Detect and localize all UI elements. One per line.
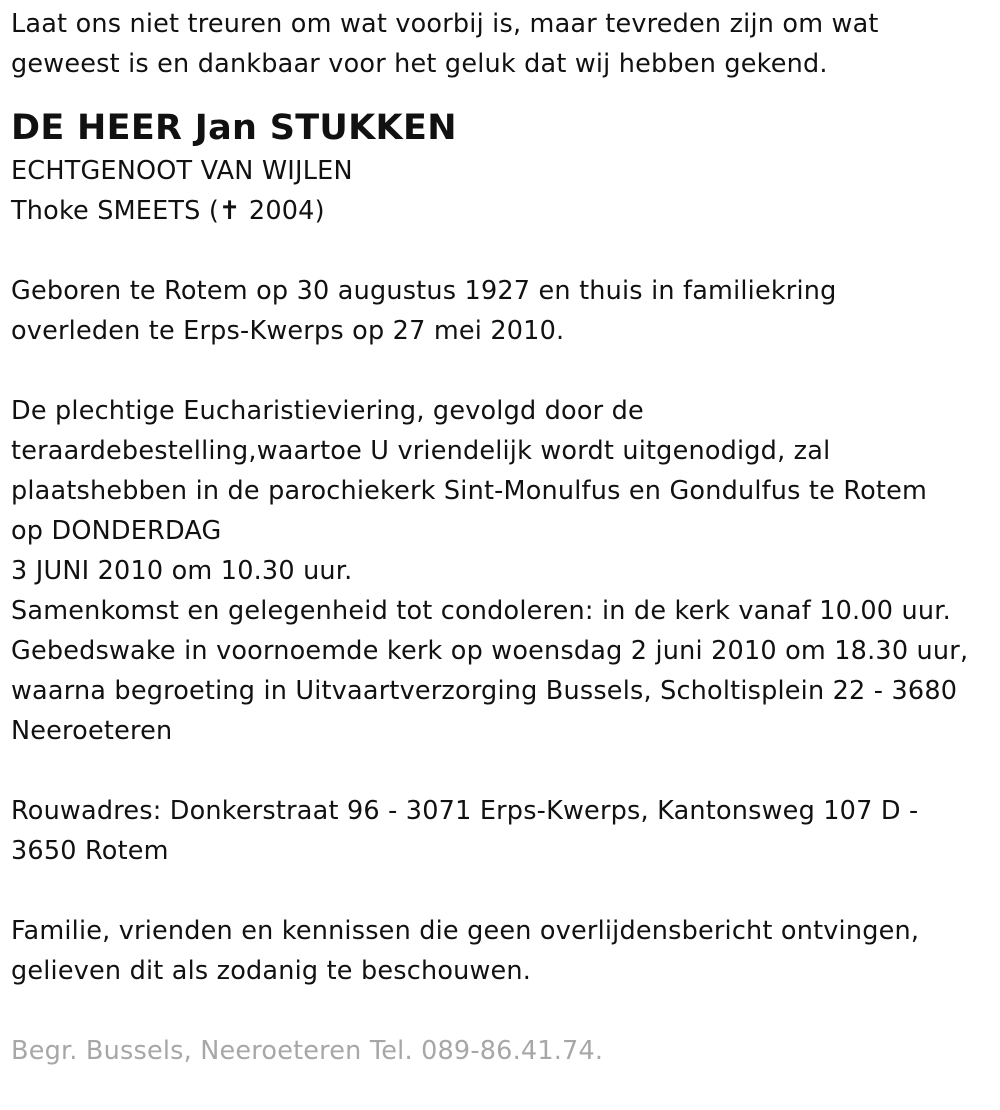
spacer [11, 231, 1000, 271]
spacer [11, 351, 1000, 391]
spouse-text: Thoke SMEETS (✝ 2004) [11, 196, 325, 226]
ceremony-line-2: teraardebestelling,waartoe U vriendelijk wordt uitgenodigd, zal [11, 436, 831, 466]
motto-line-2: geweest is en dankbaar voor het geluk dat wij hebben gekend. [11, 49, 828, 79]
ceremony-line-6: Samenkomst en gelegenheid tot condoleren: in de kerk vanaf 10.00 uur. [11, 596, 951, 626]
ceremony-line-8: waarna begroeting in Uitvaartverzorging Bussels, Scholtisplein 22 - 3680 [11, 676, 958, 706]
spacer [11, 991, 1000, 1031]
address-line-2: 3650 Rotem [11, 836, 169, 866]
ceremony-line-9: Neeroeteren [11, 716, 173, 746]
motto-line-1: Laat ons niet treuren om wat voorbij is, maar tevreden zijn om wat [11, 9, 879, 39]
address-line-1: Rouwadres: Donkerstraat 96 - 3071 Erps-Kwerps, Kantonsweg 107 D - [11, 796, 919, 826]
ceremony-line-7: Gebedswake in voornoemde kerk op woensdag 2 juni 2010 om 18.30 uur, [11, 636, 969, 666]
funeral-home-footer: Begr. Bussels, Neeroeteren Tel. 089-86.41.74. [11, 1036, 604, 1066]
ceremony-line-1: De plechtige Eucharistieviering, gevolgd door de [11, 396, 644, 426]
notice-line-2: gelieven dit als zodanig te beschouwen. [11, 956, 532, 986]
ceremony-line-4: op DONDERDAG [11, 516, 222, 546]
birth-death-line-2: overleden te Erps-Kwerps op 27 mei 2010. [11, 316, 565, 346]
ceremony-line-5: 3 JUNI 2010 om 10.30 uur. [11, 556, 353, 586]
deceased-name: DE HEER Jan STUKKEN [11, 108, 457, 148]
spacer [11, 871, 1000, 911]
ceremony-line-3: plaatshebben in de parochiekerk Sint-Monulfus en Gondulfus te Rotem [11, 476, 928, 506]
birth-death-line-1: Geboren te Rotem op 30 augustus 1927 en thuis in familiekring [11, 276, 837, 306]
spacer [11, 751, 1000, 791]
notice-line-1: Familie, vrienden en kennissen die geen overlijdensbericht ontvingen, [11, 916, 920, 946]
relation-text: ECHTGENOOT VAN WIJLEN [11, 156, 353, 186]
